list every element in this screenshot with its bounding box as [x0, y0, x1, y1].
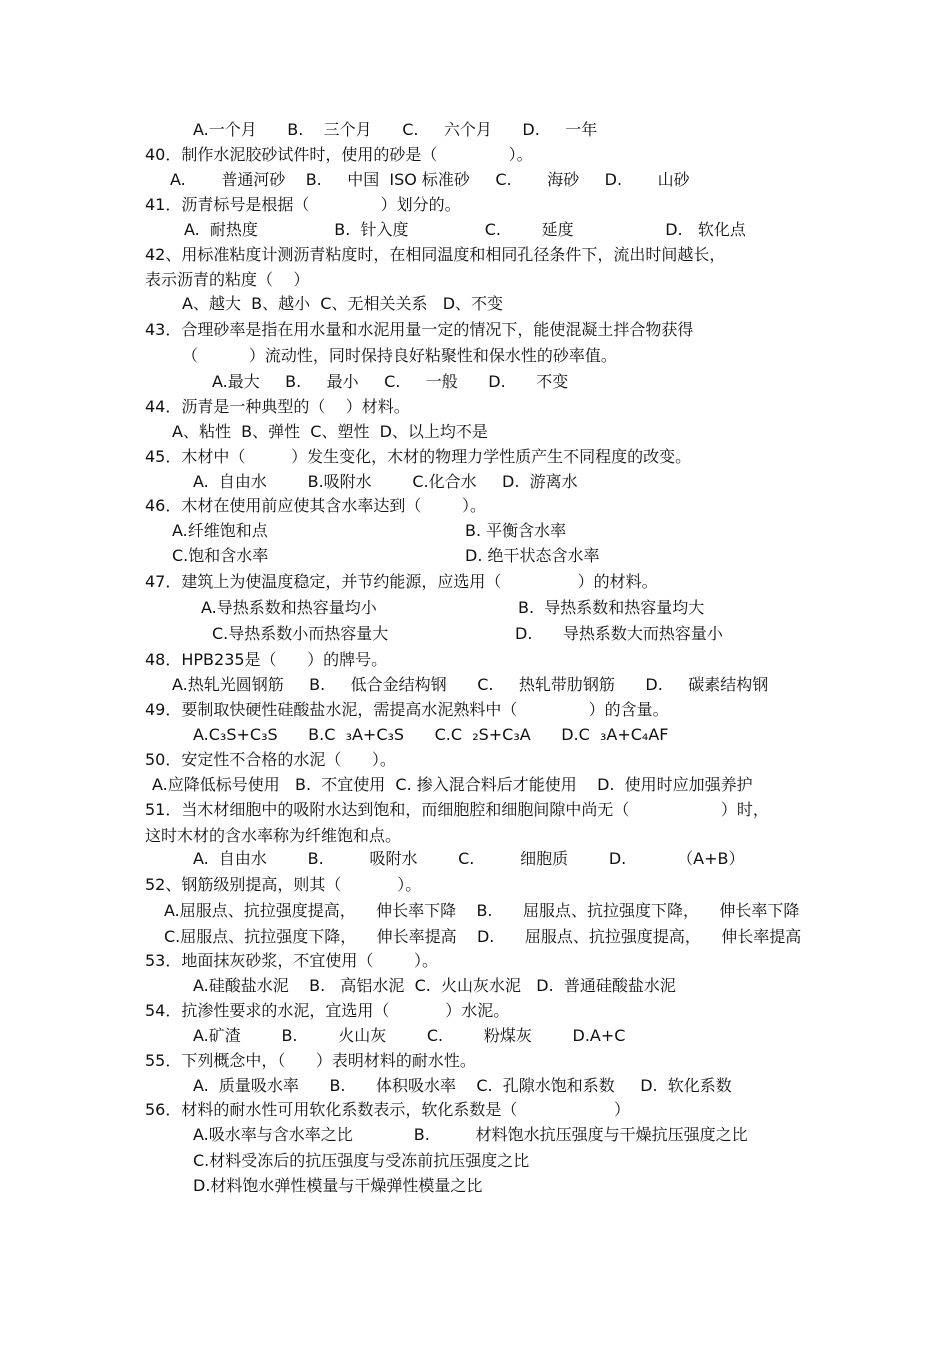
q46-option-a: A.纤维饱和点 [172, 521, 268, 540]
q41-options: A. 耐热度 B. 针入度 C. 延度 D. 软化点 [184, 220, 746, 239]
q46-option-b: B. 平衡含水率 [465, 521, 567, 540]
q55-options: A. 质量吸水率 B. 体积吸水率 C. 孔隙水饱和系数 D. 软化系数 [193, 1076, 732, 1095]
q54-options: A.矿渣 B. 火山灰 C. 粉煤灰 D.A+C [193, 1026, 626, 1045]
q50-options: A.应降低标号使用 B. 不宜使用 C. 掺入混合料后才能使用 D. 使用时应加强养护 [152, 775, 753, 794]
q56-options-ab: A.吸水率与含水率之比 B. 材料饱水抗压强度与干燥抗压强度之比 [193, 1125, 748, 1144]
q56-option-d: D.材料饱水弹性模量与干燥弹性模量之比 [193, 1176, 483, 1195]
q44-stem: 44．沥青是一种典型的（ ）材料。 [145, 397, 410, 416]
q46-stem: 46．木材在使用前应使其含水率达到（ ）。 [145, 496, 487, 515]
q47-option-d: D. 导热系数大而热容量小 [515, 624, 723, 643]
q41-stem: 41．沥青标号是根据（ ）划分的。 [145, 195, 461, 214]
q47-option-c: C.导热系数小而热容量大 [212, 624, 389, 643]
q52-stem: 52、钢筋级别提高，则其（ ）。 [145, 875, 422, 894]
q55-stem: 55．下列概念中，（ ）表明材料的耐水性。 [145, 1051, 476, 1070]
q44-options: A、粘性 B、弹性 C、塑性 D、以上均不是 [172, 422, 488, 441]
q56-stem: 56．材料的耐水性可用软化系数表示，软化系数是（ ） [145, 1100, 630, 1119]
q42-options: A、越大 B、越小 C、无相关关系 D、不变 [182, 294, 504, 313]
q45-options: A. 自由水 B.吸附水 C.化合水 D. 游离水 [193, 472, 578, 491]
q52-options-ab: A.屈服点、抗拉强度提高， 伸长率下降 B. 屈服点、抗拉强度下降， 伸长率下降 [164, 901, 800, 920]
q51-stem-line1: 51．当木材细胞中的吸附水达到饱和，而细胞腔和细胞间隙中尚无（ ）时， [145, 800, 769, 819]
q56-option-c: C.材料受冻后的抗压强度与受冻前抗压强度之比 [193, 1151, 530, 1170]
q43-options: A.最大 B. 最小 C. 一般 D. 不变 [212, 372, 569, 391]
q49-options: A.C₃S+C₃S B.C ₃A+C₃S C.C ₂S+C₃A D.C ₃A+C₄AF [193, 725, 669, 744]
q48-stem: 48．HPB235是（ ）的牌号。 [145, 650, 388, 669]
q43-stem-line2: （ ）流动性，同时保持良好粘聚性和保水性的砂率值。 [182, 346, 617, 365]
q46-option-c: C.饱和含水率 [172, 546, 269, 565]
q47-stem: 47．建筑上为使温度稳定，并节约能源，应选用（ ）的材料。 [145, 572, 658, 591]
q39-options: A.一个月 B. 三个月 C. 六个月 D. 一年 [193, 120, 598, 139]
q45-stem: 45．木材中（ ）发生变化，木材的物理力学性质产生不同程度的改变。 [145, 447, 692, 466]
q54-stem: 54．抗渗性要求的水泥，宜选用（ ）水泥。 [145, 1001, 510, 1020]
q51-stem-line2: 这时木材的含水率称为纤维饱和点。 [145, 826, 402, 845]
q46-option-d: D. 绝干状态含水率 [465, 546, 600, 565]
q49-stem: 49．要制取快硬性硅酸盐水泥，需提高水泥熟料中（ ）的含量。 [145, 700, 669, 719]
q42-stem-line2: 表示沥青的粘度（ ） [145, 270, 310, 289]
q53-stem: 53．地面抹灰砂浆，不宜使用（ ）。 [145, 951, 439, 970]
q43-stem-line1: 43．合理砂率是指在用水量和水泥用量一定的情况下，能使混凝土拌合物获得 [145, 320, 694, 339]
q50-stem: 50．安定性不合格的水泥（ ）。 [145, 750, 396, 769]
q47-option-a: A.导热系数和热容量均小 [201, 598, 377, 617]
q40-stem: 40．制作水泥胶砂试件时，使用的砂是（ ）。 [145, 145, 533, 164]
q42-stem-line1: 42、用标准粘度计测沥青粘度时，在相同温度和相同孔径条件下，流出时间越长， [145, 245, 726, 264]
q40-options: A. 普通河砂 B. 中国 ISO 标准砂 C. 海砂 D. 山砂 [170, 170, 690, 189]
q48-options: A.热轧光圆钢筋 B. 低合金结构钢 C. 热轧带肋钢筋 D. 碳素结构钢 [172, 675, 769, 694]
q52-options-cd: C.屈服点、抗拉强度下降， 伸长率提高 D. 屈服点、抗拉强度提高， 伸长率提高 [164, 927, 802, 946]
q53-options: A.硅酸盐水泥 B. 高铝水泥 C. 火山灰水泥 D. 普通硅酸盐水泥 [193, 976, 676, 995]
q51-options: A. 自由水 B. 吸附水 C. 细胞质 D. （A+B） [193, 849, 745, 868]
q47-option-b: B. 导热系数和热容量均大 [518, 598, 705, 617]
